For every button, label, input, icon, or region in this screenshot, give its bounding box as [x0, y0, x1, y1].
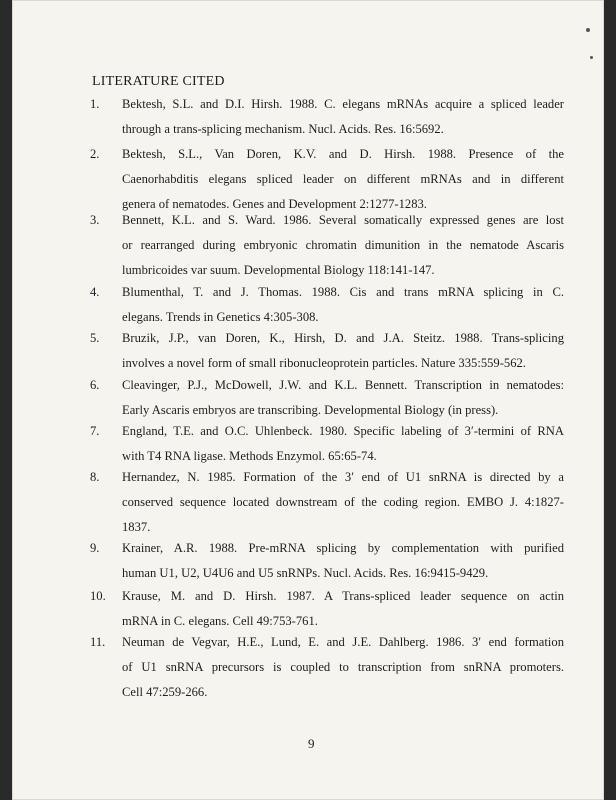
reference-line: Bektesh, S.L. and D.I. Hirsh. 1988. C. elegans mRNAs acquire a spliced leader [122, 97, 564, 111]
reference-line: lumbricoides var suum. Developmental Biology 118:141-147. [122, 263, 435, 277]
reference-item [90, 280, 564, 330]
reference-number: 5. [90, 331, 100, 345]
reference-item [90, 208, 564, 283]
reference-item [90, 142, 564, 217]
reference-item [90, 630, 564, 705]
reference-line: through a trans-splicing mechanism. Nucl. Acids. Res. 16:5692. [122, 122, 444, 136]
reference-line: Krause, M. and D. Hirsh. 1987. A Trans-spliced leader sequence on actin [122, 589, 564, 603]
reference-number: 6. [90, 378, 100, 392]
reference-line: Krainer, A.R. 1988. Pre-mRNA splicing by complementation with purified [122, 541, 564, 555]
reference-line: Early Ascaris embryos are transcribing. Developmental Biology (in press). [122, 403, 499, 417]
reference-item [90, 465, 564, 540]
reference-item [90, 536, 564, 586]
reference-line: genera of nematodes. Genes and Development 2:1277-1283. [122, 197, 427, 211]
reference-line: Cell 47:259-266. [122, 685, 208, 699]
reference-item [90, 584, 564, 634]
reference-number: 7. [90, 424, 100, 438]
reference-item [90, 373, 564, 423]
margin-mark [586, 28, 590, 32]
reference-line: human U1, U2, U4U6 and U5 snRNPs. Nucl. Acids. Res. 16:9415-9429. [122, 566, 489, 580]
reference-line: Blumenthal, T. and J. Thomas. 1988. Cis and trans mRNA splicing in C. [122, 285, 564, 299]
reference-line: Caenorhabditis elegans spliced leader on different mRNAs and in different [122, 172, 564, 186]
reference-line: Bruzik, J.P., van Doren, K., Hirsh, D. and J.A. Steitz. 1988. Trans-splicing [122, 331, 564, 345]
reference-item [90, 92, 564, 142]
reference-number: 8. [90, 470, 100, 484]
reference-number: 2. [90, 147, 100, 161]
reference-line: mRNA in C. elegans. Cell 49:753-761. [122, 614, 318, 628]
reference-number: 11. [90, 635, 106, 649]
margin-mark [590, 56, 593, 59]
reference-line: 1837. [122, 520, 151, 534]
reference-item [90, 326, 564, 376]
reference-line: or rearranged during embryonic chromatin dimunition in the nematode Ascaris [122, 238, 564, 252]
reference-line: Bennett, K.L. and S. Ward. 1986. Several somatically expressed genes are lost [122, 213, 564, 227]
reference-line: involves a novel form of small ribonucleoprotein particles. Nature 335:559-562. [122, 356, 526, 370]
reference-line: of U1 snRNA precursors is coupled to transcription from snRNA promoters. [122, 660, 564, 674]
document-page [12, 0, 604, 800]
reference-line: Cleavinger, P.J., McDowell, J.W. and K.L. Bennett. Transcription in nematodes: [122, 378, 564, 392]
reference-line: conserved sequence located downstream of the coding region. EMBO J. 4:1827- [122, 495, 564, 509]
section-heading: LITERATURE CITED [92, 74, 225, 89]
reference-line: Bektesh, S.L., Van Doren, K.V. and D. Hirsh. 1988. Presence of the [122, 147, 564, 161]
reference-line: Neuman de Vegvar, H.E., Lund, E. and J.E. Dahlberg. 1986. 3′ end formation [122, 635, 564, 649]
reference-number: 9. [90, 541, 100, 555]
reference-number: 3. [90, 213, 100, 227]
reference-number: 4. [90, 285, 100, 299]
reference-number: 1. [90, 97, 100, 111]
reference-line: England, T.E. and O.C. Uhlenbeck. 1980. Specific labeling of 3′-termini of RNA [122, 424, 564, 438]
reference-line: elegans. Trends in Genetics 4:305-308. [122, 310, 319, 324]
reference-number: 10. [90, 589, 106, 603]
reference-line: Hernandez, N. 1985. Formation of the 3′ end of U1 snRNA is directed by a [122, 470, 564, 484]
reference-line: with T4 RNA ligase. Methods Enzymol. 65:65-74. [122, 449, 377, 463]
page-number: 9 [308, 736, 315, 751]
reference-item [90, 419, 564, 469]
